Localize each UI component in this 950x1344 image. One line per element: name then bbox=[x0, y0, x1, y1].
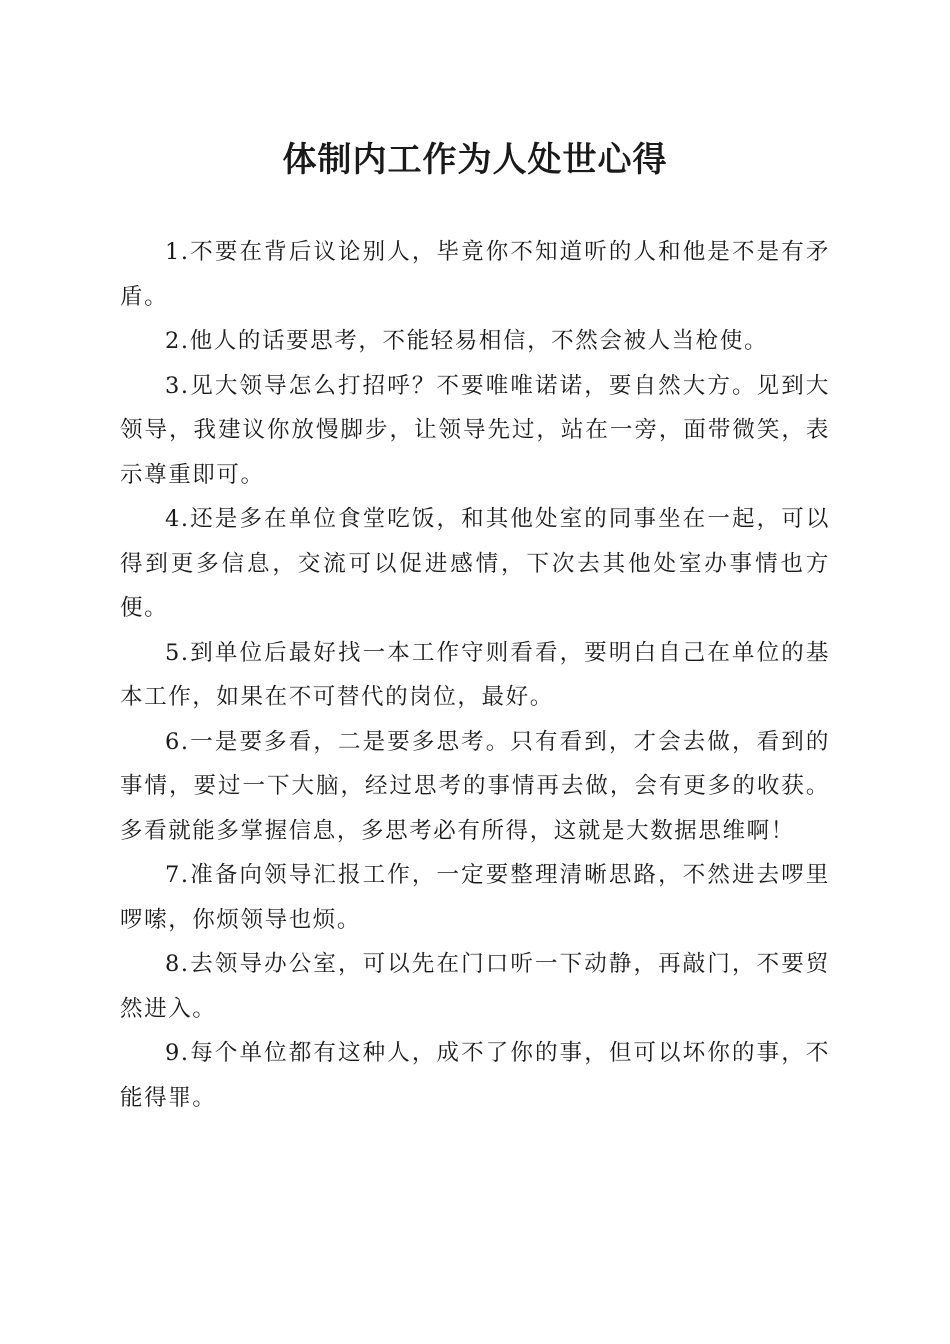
paragraph-7: 7.准备向领导汇报工作，一定要整理清晰思路，不然进去啰里啰嗦，你烦领导也烦。 bbox=[120, 862, 830, 933]
paragraph-8: 8.去领导办公室，可以先在门口听一下动静，再敲门，不要贸然进入。 bbox=[120, 951, 830, 1022]
paragraph-3: 3.见大领导怎么打招呼？不要唯唯诺诺，要自然大方。见到大领导，我建议你放慢脚步，让领导先过，站在一旁，面带微笑，表示尊重即可。 bbox=[120, 372, 830, 488]
paragraph-2: 2.他人的话要思考，不能轻易相信，不然会被人当枪使。 bbox=[165, 328, 769, 354]
paragraph-9: 9.每个单位都有这种人，成不了你的事，但可以坏你的事，不能得罪。 bbox=[120, 1040, 830, 1111]
document-body bbox=[120, 230, 830, 1120]
paragraph-6: 6.一是要多看，二是要多思考。只有看到，才会去做，看到的事情，要过一下大脑，经过思考的事情再去做，会有更多的收获。多看就能多掌握信息，多思考必有所得，这就是大数据思维啊！ bbox=[120, 728, 830, 844]
paragraph-5: 5.到单位后最好找一本工作守则看看，要明白自己在单位的基本工作，如果在不可替代的岗位，最好。 bbox=[120, 639, 830, 710]
document-title: 体制内工作为人处世心得 bbox=[282, 140, 668, 180]
paragraph-4: 4.还是多在单位食堂吃饭，和其他处室的同事坐在一起，可以得到更多信息，交流可以促进感情，下次去其他处室办事情也方便。 bbox=[120, 506, 830, 621]
paragraph-1: 1.不要在背后议论别人，毕竟你不知道听的人和他是不是有矛盾。 bbox=[120, 239, 830, 310]
